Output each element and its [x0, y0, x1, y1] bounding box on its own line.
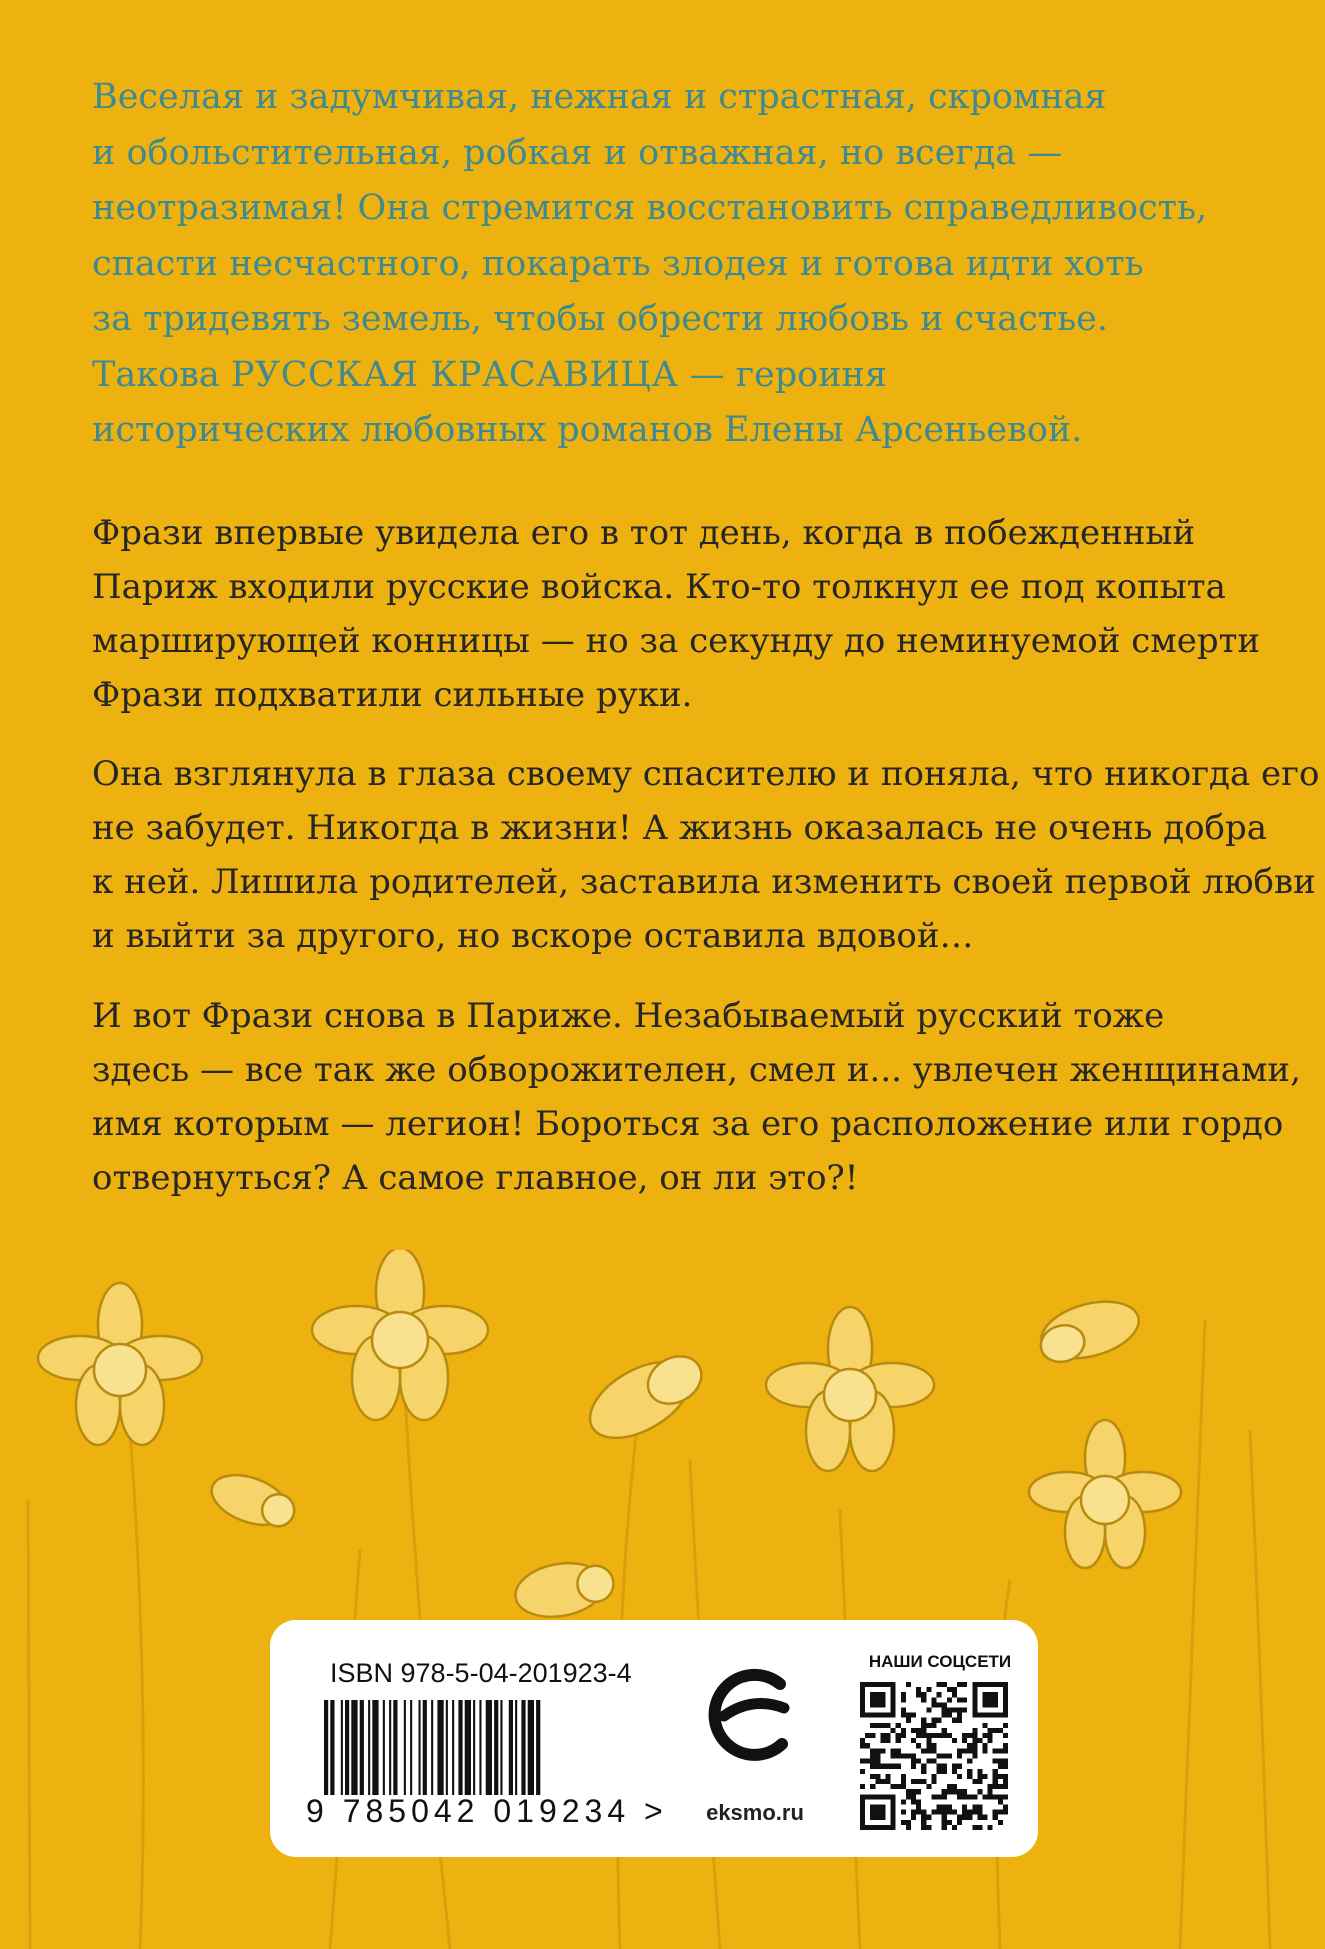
intro-line: исторических любовных романов Елены Арсеньевой.: [92, 410, 1083, 450]
intro-line: Веселая и задумчивая, нежная и страстная, скромная: [92, 77, 1107, 117]
synopsis-line: марширующей конницы — но за секунду до неминуемой смерти: [92, 621, 1261, 661]
intro-text: — героиня: [678, 354, 887, 395]
synopsis-paragraph-1: [92, 506, 1261, 722]
intro-line: спасти несчастного, покарать злодея и готова идти хоть: [92, 243, 1144, 284]
synopsis-line: Париж входили русские войска. Кто-то толкнул ее под копыта: [92, 567, 1226, 607]
synopsis-line: Фрази впервые увидела его в тот день, когда в побежденный: [92, 513, 1196, 553]
intro-line: за тридевять земель, чтобы обрести любовь и счастье.: [92, 299, 1109, 339]
synopsis-line: и выйти за другого, но вскоре оставила вдовой…: [92, 916, 974, 956]
barcode-number: 9 785042 019234 >: [306, 1793, 668, 1829]
intro-blurb: [92, 70, 1252, 459]
intro-line: и обольстительная, робкая и отважная, но всегда —: [92, 132, 1063, 173]
synopsis-line: И вот Фрази снова в Париже. Незабываемый русский тоже: [92, 996, 1165, 1036]
intro-text: Такова: [92, 354, 231, 395]
synopsis-paragraph-2: [92, 747, 1320, 963]
synopsis-line: к ней. Лишила родителей, заставила изменить своей первой любви: [92, 862, 1316, 902]
intro-line: [92, 348, 1252, 404]
synopsis-line: имя которым — легион! Бороться за его расположение или гордо: [92, 1104, 1284, 1144]
synopsis-line: не забудет. Никогда в жизни! А жизнь оказалась не очень добра: [92, 808, 1268, 848]
synopsis-line: Фрази подхватили сильные руки.: [92, 675, 693, 715]
intro-line: неотразимая! Она стремится восстановить справедливость,: [92, 188, 1208, 228]
synopsis-line: отвернуться? А самое главное, он ли это?!: [92, 1158, 859, 1198]
eksmo-logo-icon: [702, 1658, 802, 1778]
synopsis-line: здесь — все так же обворожителен, смел и... увлечен женщинами,: [92, 1050, 1301, 1090]
series-title: РУССКАЯ КРАСАВИЦА: [230, 354, 679, 395]
synopsis-paragraph-3: [92, 989, 1301, 1205]
social-label: НАШИ СОЦСЕТИ: [868, 1652, 1012, 1671]
publisher-website: eksmo.ru: [706, 1800, 804, 1825]
barcode: [320, 1700, 640, 1795]
synopsis-line: Она взглянула в глаза своему спасителю и поняла, что никогда его: [92, 754, 1320, 794]
isbn-text: ISBN 978-5-04-201923-4: [330, 1658, 632, 1688]
publisher-info-card: [270, 1620, 1038, 1857]
qr-code-icon: [860, 1682, 1008, 1830]
